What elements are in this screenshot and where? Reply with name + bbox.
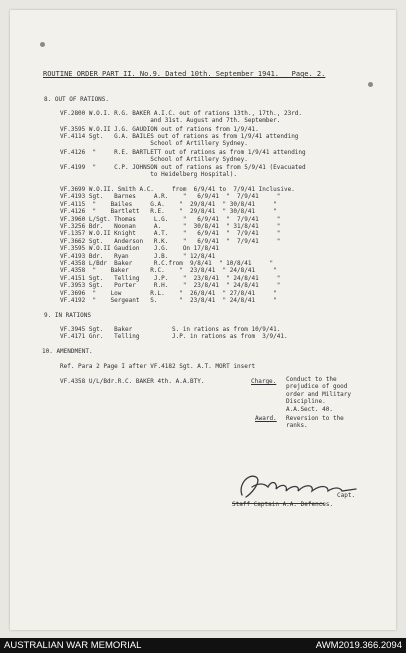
out-of-rations-line: VF.4126 " R.E. BARTLETT out of rations as from 1/9/41 attending [60, 149, 306, 156]
section-8-title: 8. OUT OF RATIONS. [44, 96, 110, 103]
charge-text: Discipline. [286, 398, 326, 406]
award-text: ranks. [286, 422, 308, 430]
archive-footer [0, 638, 406, 653]
in-rations-line: VF.3945 Sgt. Baker S. in rations as from 10/9/41. [60, 326, 281, 333]
award-label: Award. [255, 415, 277, 422]
footer-catalog-id: AWM2019.366.2094 [315, 640, 402, 651]
rations-table-row: VF.4193 Sgt. Barnes A.R. " 6/9/41 " 7/9/41 " [60, 193, 281, 201]
footer-institution: AUSTRALIAN WAR MEMORIAL [4, 640, 142, 651]
out-of-rations-line: School of Artillery Sydney. [60, 156, 248, 163]
rations-table-row: VF.3595 W.O.II Gaudion J.G. On 17/8/41 [60, 245, 219, 253]
rations-table-row: VF.3953 Sgt. Porter R.H. " 23/8/41 " 24/8/41 " [60, 282, 281, 290]
out-of-rations-line: and 31st. August and 7th. September. [60, 117, 281, 124]
rations-table-row: VF.3699 W.O.II. Smith A.C. from 6/9/41 to 7/9/41 Inclusive. [60, 186, 295, 193]
out-of-rations-line: to Heidelberg Hospital). [60, 171, 238, 178]
rations-table-row: VF.3662 Sgt. Anderson R.K. " 6/9/41 " 7/9/41 " [60, 237, 281, 245]
rations-table-row: VF.3256 Bdr. Noonan A. " 30/8/41 " 31/8/41 " [60, 223, 281, 230]
rations-table-row: VF.4358 L/Bdr Baker R.C.from 9/8/41 " 10/8/41 " [60, 260, 274, 267]
charge-label: Charge. [251, 378, 277, 385]
in-rations-line: VF.4171 Gnr. Telling J.P. in rations as from 3/9/41. [60, 333, 288, 341]
rations-table-row: VF.4193 Bdr. Ryan J.B. " 12/8/41 [60, 252, 216, 260]
rations-table-row: VF.4192 " Sergeant S. " 23/8/41 " 24/8/41 " [60, 297, 277, 304]
rations-table-row: VF.4358 " Baker R.C. " 23/8/41 " 24/8/41 " [60, 267, 277, 275]
out-of-rations-line: VF.3595 W.O.II J.G. GAUDION out of rations from 1/9/41. [60, 126, 259, 133]
out-of-rations-line: School of Artillery Sydney. [60, 140, 248, 147]
rations-table-row: VF.4151 Sgt. Telling J.P. " 23/8/41 " 24/8/41 " [60, 274, 281, 282]
amendment-reference: Ref. Para 2 Page I after VF.4182 Sgt. A.T. MORT insert [60, 363, 256, 370]
signatory-rank: Capt. [337, 492, 356, 499]
charge-text: prejudice of good [286, 383, 348, 391]
charge-text: order and Military [286, 390, 352, 398]
rations-table-row: VF.1357 W.O.II Knight A.T. " 6/9/41 " 7/9/41 " [60, 230, 281, 238]
amendment-member: VF.4358 U/L/Bdr.R.C. BAKER 4th. A.A.BTY. [60, 378, 205, 385]
charge-text: Conduct to the [286, 376, 337, 383]
document-page [10, 10, 396, 630]
rations-table-row: VF.4126 " Bartlett R.E. " 29/8/41 " 30/8/41 " [60, 208, 277, 216]
rations-table-row: VF.3696 " Low R.L. " 26/8/41 " 27/8/41 " [60, 289, 277, 297]
rations-table-row: VF.4115 " Bailes G.A. " 29/8/41 " 30/8/41 " [60, 200, 277, 208]
out-of-rations-line: VF.2800 W.O.I. R.G. BAKER A.I.C. out of rations 13th., 17th., 23rd. [60, 110, 303, 117]
punch-hole [40, 42, 45, 47]
routine-order-header: ROUTINE ORDER PART II. No.9. Dated 10th. September 1941. Page. 2. [43, 70, 326, 78]
award-text: Reversion to the [286, 415, 344, 422]
out-of-rations-line: VF.4114 Sgt. G.A. BAILES out of rations as from 1/9/41 attending [60, 133, 299, 140]
charge-text: A.A.Sect. 40. [286, 405, 333, 413]
out-of-rations-line: VF.4199 " C.P. JOHNSON out of rations as from 5/9/41 (Evacuated [60, 164, 306, 171]
rations-table-row: VF.3960 L/Sgt. Thomas L.G. " 6/9/41 " 7/9/41 " [60, 215, 281, 223]
section-9-title: 9. IN RATIONS [44, 312, 91, 319]
punch-hole [368, 82, 373, 87]
section-10-title: 10. AMENDMENT. [42, 348, 93, 355]
signatory-position: Staff Captain A.A. Defences. [232, 501, 334, 508]
